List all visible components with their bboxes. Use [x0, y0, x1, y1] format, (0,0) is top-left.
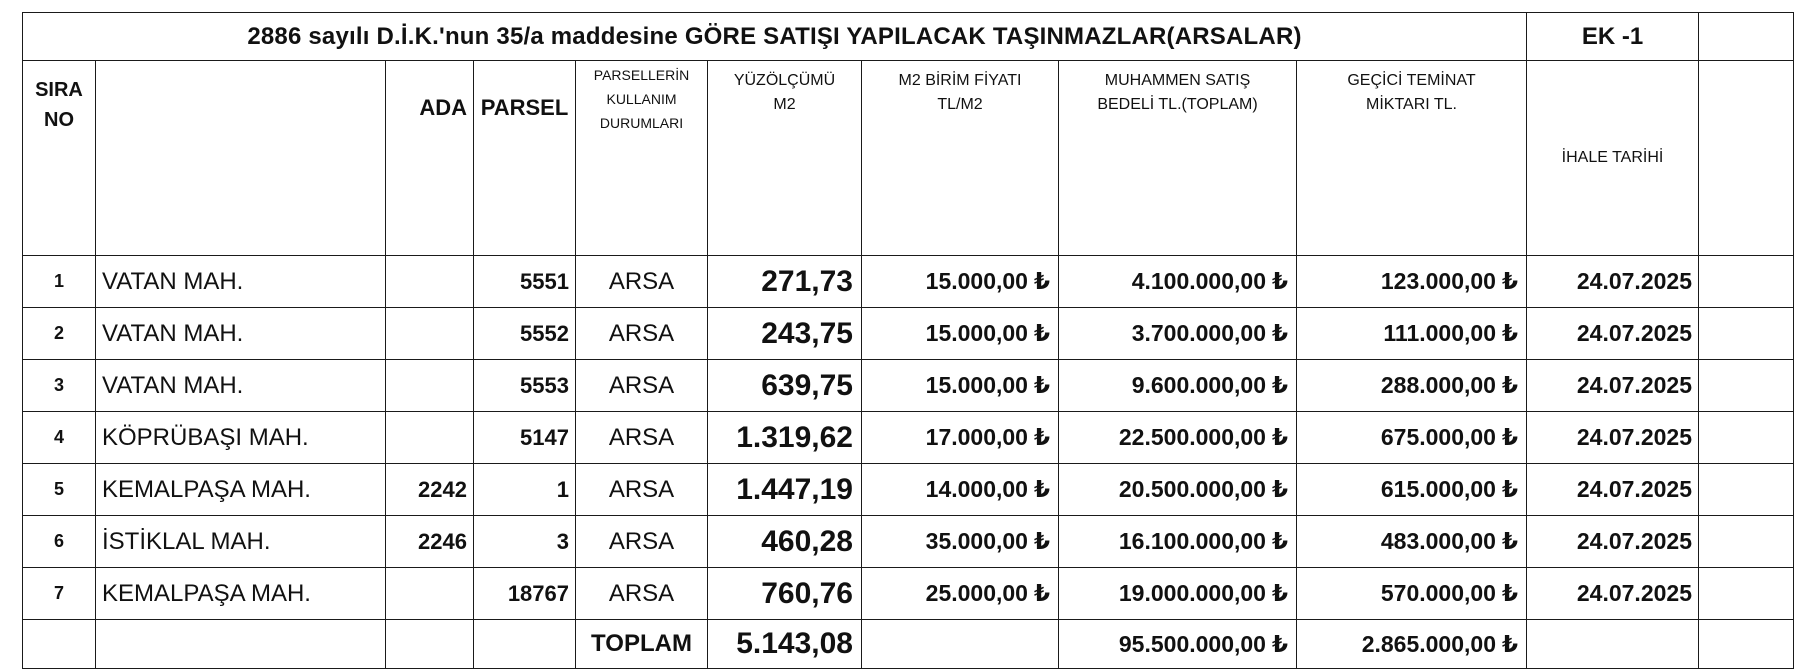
table-row	[23, 516, 1794, 568]
row-yuzolcumu: 1.319,62	[708, 412, 862, 464]
row-yuzolcumu: 760,76	[708, 568, 862, 620]
row-yuzolcumu: 243,75	[708, 308, 862, 360]
row-ada	[386, 360, 474, 412]
empty-cell	[1699, 516, 1794, 568]
row-gecici-teminat-value: 615.000,00	[1380, 476, 1496, 502]
row-muhammen-bedel-value: 22.500.000,00	[1118, 424, 1266, 450]
lira-symbol: ₺	[1033, 268, 1050, 294]
row-birim-fiyat	[862, 568, 1059, 620]
row-gecici-teminat	[1297, 360, 1527, 412]
row-birim-fiyat	[862, 308, 1059, 360]
header-muhammen-line2: BEDELİ TL.(TOPLAM)	[1097, 96, 1258, 113]
total-label: TOPLAM	[576, 620, 708, 669]
row-gecici-teminat-value: 675.000,00	[1380, 424, 1496, 450]
row-birim-fiyat-value: 15.000,00	[925, 372, 1028, 398]
row-muhammen-bedel	[1059, 412, 1297, 464]
lira-symbol: ₺	[1271, 372, 1288, 398]
total-muhammen	[1059, 620, 1297, 669]
total-muhammen-value: 95.500.000,00	[1118, 630, 1266, 657]
row-ihale-tarihi: 24.07.2025	[1527, 516, 1699, 568]
total-alan: 5.143,08	[708, 620, 862, 669]
table-row	[23, 412, 1794, 464]
row-birim-fiyat-value: 35.000,00	[925, 528, 1028, 554]
row-gecici-teminat	[1297, 308, 1527, 360]
row-ada	[386, 308, 474, 360]
row-gecici-teminat	[1297, 464, 1527, 516]
lira-symbol: ₺	[1033, 424, 1050, 450]
row-sira: 6	[23, 516, 96, 568]
lira-symbol: ₺	[1271, 268, 1288, 294]
row-sira: 4	[23, 412, 96, 464]
row-birim-fiyat	[862, 516, 1059, 568]
header-gecici-teminat	[1297, 61, 1527, 256]
empty-cell	[1699, 360, 1794, 412]
header-kullanim-durumu	[576, 61, 708, 256]
row-kullanim-durumu: ARSA	[576, 464, 708, 516]
row-ihale-tarihi: 24.07.2025	[1527, 360, 1699, 412]
row-kullanim-durumu: ARSA	[576, 360, 708, 412]
header-teminat-line2: MİKTARI TL.	[1366, 96, 1457, 113]
row-birim-fiyat-value: 15.000,00	[925, 268, 1028, 294]
row-ihale-tarihi: 24.07.2025	[1527, 412, 1699, 464]
row-birim-fiyat	[862, 360, 1059, 412]
header-muhammen-bedel	[1059, 61, 1297, 256]
lira-symbol: ₺	[1033, 528, 1050, 554]
row-birim-fiyat-value: 17.000,00	[925, 424, 1028, 450]
header-ihale-tarihi: İHALE TARİHİ	[1527, 61, 1699, 256]
row-muhammen-bedel	[1059, 516, 1297, 568]
parcel-sale-table	[22, 12, 1794, 669]
lira-symbol: ₺	[1033, 372, 1050, 398]
row-ihale-tarihi: 24.07.2025	[1527, 568, 1699, 620]
header-alan-line2: M2	[773, 96, 796, 113]
header-birim-line1: M2 BİRİM FİYATI	[898, 72, 1022, 89]
row-mahalle: VATAN MAH.	[96, 256, 386, 308]
row-muhammen-bedel	[1059, 464, 1297, 516]
row-muhammen-bedel	[1059, 568, 1297, 620]
empty-cell	[1699, 308, 1794, 360]
row-parsel: 5552	[474, 308, 576, 360]
lira-symbol: ₺	[1271, 424, 1288, 450]
document-title: 2886 sayılı D.İ.K.'nun 35/a maddesine GÖRE SATIŞI YAPILACAK TAŞINMAZLAR(ARSALAR)	[23, 13, 1527, 61]
empty-cell	[1699, 13, 1794, 61]
table-row	[23, 464, 1794, 516]
row-mahalle: KEMALPAŞA MAH.	[96, 568, 386, 620]
lira-symbol: ₺	[1271, 476, 1288, 502]
lira-symbol: ₺	[1033, 476, 1050, 502]
lira-symbol: ₺	[1501, 580, 1518, 606]
row-muhammen-bedel	[1059, 308, 1297, 360]
row-sira: 7	[23, 568, 96, 620]
header-yuzolcumu	[708, 61, 862, 256]
table-row	[23, 568, 1794, 620]
title-row	[23, 13, 1794, 61]
row-ihale-tarihi: 24.07.2025	[1527, 256, 1699, 308]
row-ada	[386, 568, 474, 620]
row-sira: 2	[23, 308, 96, 360]
empty-cell	[1699, 412, 1794, 464]
row-parsel: 5551	[474, 256, 576, 308]
row-gecici-teminat-value: 570.000,00	[1380, 580, 1496, 606]
header-kullanim-line1: PARSELLERİN	[593, 67, 690, 83]
row-ada: 2242	[386, 464, 474, 516]
row-birim-fiyat-value: 14.000,00	[925, 476, 1028, 502]
empty-cell	[1699, 620, 1794, 669]
empty-cell	[1699, 464, 1794, 516]
empty-cell	[1699, 256, 1794, 308]
row-ada	[386, 412, 474, 464]
row-kullanim-durumu: ARSA	[576, 568, 708, 620]
empty-cell	[1699, 568, 1794, 620]
header-muhammen-line1: MUHAMMEN SATIŞ	[1104, 72, 1251, 89]
lira-symbol: ₺	[1033, 580, 1050, 606]
table-row	[23, 308, 1794, 360]
row-sira: 1	[23, 256, 96, 308]
annex-label: EK -1	[1527, 13, 1699, 61]
row-mahalle: KEMALPAŞA MAH.	[96, 464, 386, 516]
empty-cell	[96, 620, 386, 669]
table-body	[23, 256, 1794, 620]
table-row	[23, 360, 1794, 412]
row-gecici-teminat	[1297, 412, 1527, 464]
header-mahalle	[96, 61, 386, 256]
header-parsel: PARSEL	[474, 61, 576, 256]
row-yuzolcumu: 460,28	[708, 516, 862, 568]
row-parsel: 5553	[474, 360, 576, 412]
lira-symbol: ₺	[1271, 630, 1288, 657]
row-muhammen-bedel-value: 4.100.000,00	[1131, 268, 1266, 294]
total-teminat	[1297, 620, 1527, 669]
row-ada	[386, 256, 474, 308]
row-birim-fiyat	[862, 412, 1059, 464]
row-gecici-teminat-value: 288.000,00	[1380, 372, 1496, 398]
header-teminat-line1: GEÇİCİ TEMİNAT	[1347, 72, 1476, 89]
row-kullanim-durumu: ARSA	[576, 256, 708, 308]
row-muhammen-bedel-value: 16.100.000,00	[1118, 528, 1266, 554]
table-row	[23, 256, 1794, 308]
empty-cell	[23, 620, 96, 669]
header-alan-line1: YÜZÖLÇÜMÜ	[733, 72, 836, 89]
row-muhammen-bedel	[1059, 360, 1297, 412]
lira-symbol: ₺	[1271, 580, 1288, 606]
row-muhammen-bedel-value: 3.700.000,00	[1131, 320, 1266, 346]
empty-cell	[474, 620, 576, 669]
lira-symbol: ₺	[1271, 528, 1288, 554]
row-gecici-teminat	[1297, 516, 1527, 568]
row-gecici-teminat-value: 111.000,00	[1383, 320, 1496, 346]
row-ada: 2246	[386, 516, 474, 568]
empty-cell	[1699, 61, 1794, 256]
lira-symbol: ₺	[1501, 268, 1518, 294]
row-parsel: 3	[474, 516, 576, 568]
header-row	[23, 61, 1794, 256]
header-sira-line1: SIRA	[35, 79, 83, 101]
header-sira-line2: NO	[44, 109, 74, 131]
header-birim-fiyat	[862, 61, 1059, 256]
row-gecici-teminat-value: 483.000,00	[1380, 528, 1496, 554]
row-yuzolcumu: 271,73	[708, 256, 862, 308]
row-ihale-tarihi: 24.07.2025	[1527, 308, 1699, 360]
row-muhammen-bedel-value: 20.500.000,00	[1118, 476, 1266, 502]
row-yuzolcumu: 639,75	[708, 360, 862, 412]
lira-symbol: ₺	[1501, 320, 1518, 346]
empty-cell	[386, 620, 474, 669]
row-kullanim-durumu: ARSA	[576, 412, 708, 464]
row-birim-fiyat	[862, 256, 1059, 308]
row-muhammen-bedel-value: 19.000.000,00	[1118, 580, 1266, 606]
row-kullanim-durumu: ARSA	[576, 516, 708, 568]
total-teminat-value: 2.865.000,00	[1361, 630, 1496, 657]
row-ihale-tarihi: 24.07.2025	[1527, 464, 1699, 516]
row-muhammen-bedel	[1059, 256, 1297, 308]
row-kullanim-durumu: ARSA	[576, 308, 708, 360]
row-birim-fiyat-value: 15.000,00	[925, 320, 1028, 346]
lira-symbol: ₺	[1033, 320, 1050, 346]
row-parsel: 5147	[474, 412, 576, 464]
lira-symbol: ₺	[1271, 320, 1288, 346]
row-gecici-teminat	[1297, 256, 1527, 308]
row-mahalle: VATAN MAH.	[96, 360, 386, 412]
row-birim-fiyat-value: 25.000,00	[925, 580, 1028, 606]
lira-symbol: ₺	[1501, 476, 1518, 502]
header-kullanim-line3: DURUMLARI	[599, 115, 684, 131]
lira-symbol: ₺	[1501, 424, 1518, 450]
row-muhammen-bedel-value: 9.600.000,00	[1131, 372, 1266, 398]
row-sira: 5	[23, 464, 96, 516]
row-mahalle: İSTİKLAL MAH.	[96, 516, 386, 568]
total-row	[23, 620, 1794, 669]
row-mahalle: VATAN MAH.	[96, 308, 386, 360]
empty-cell	[862, 620, 1059, 669]
empty-cell	[1527, 620, 1699, 669]
lira-symbol: ₺	[1501, 372, 1518, 398]
lira-symbol: ₺	[1501, 528, 1518, 554]
row-parsel: 18767	[474, 568, 576, 620]
row-mahalle: KÖPRÜBAŞI MAH.	[96, 412, 386, 464]
row-gecici-teminat-value: 123.000,00	[1380, 268, 1496, 294]
lira-symbol: ₺	[1501, 630, 1518, 657]
row-parsel: 1	[474, 464, 576, 516]
header-sira-no	[23, 61, 96, 256]
header-kullanim-line2: KULLANIM	[606, 91, 677, 107]
header-birim-line2: TL/M2	[937, 96, 983, 113]
row-gecici-teminat	[1297, 568, 1527, 620]
row-yuzolcumu: 1.447,19	[708, 464, 862, 516]
header-ada: ADA	[386, 61, 474, 256]
row-birim-fiyat	[862, 464, 1059, 516]
row-sira: 3	[23, 360, 96, 412]
